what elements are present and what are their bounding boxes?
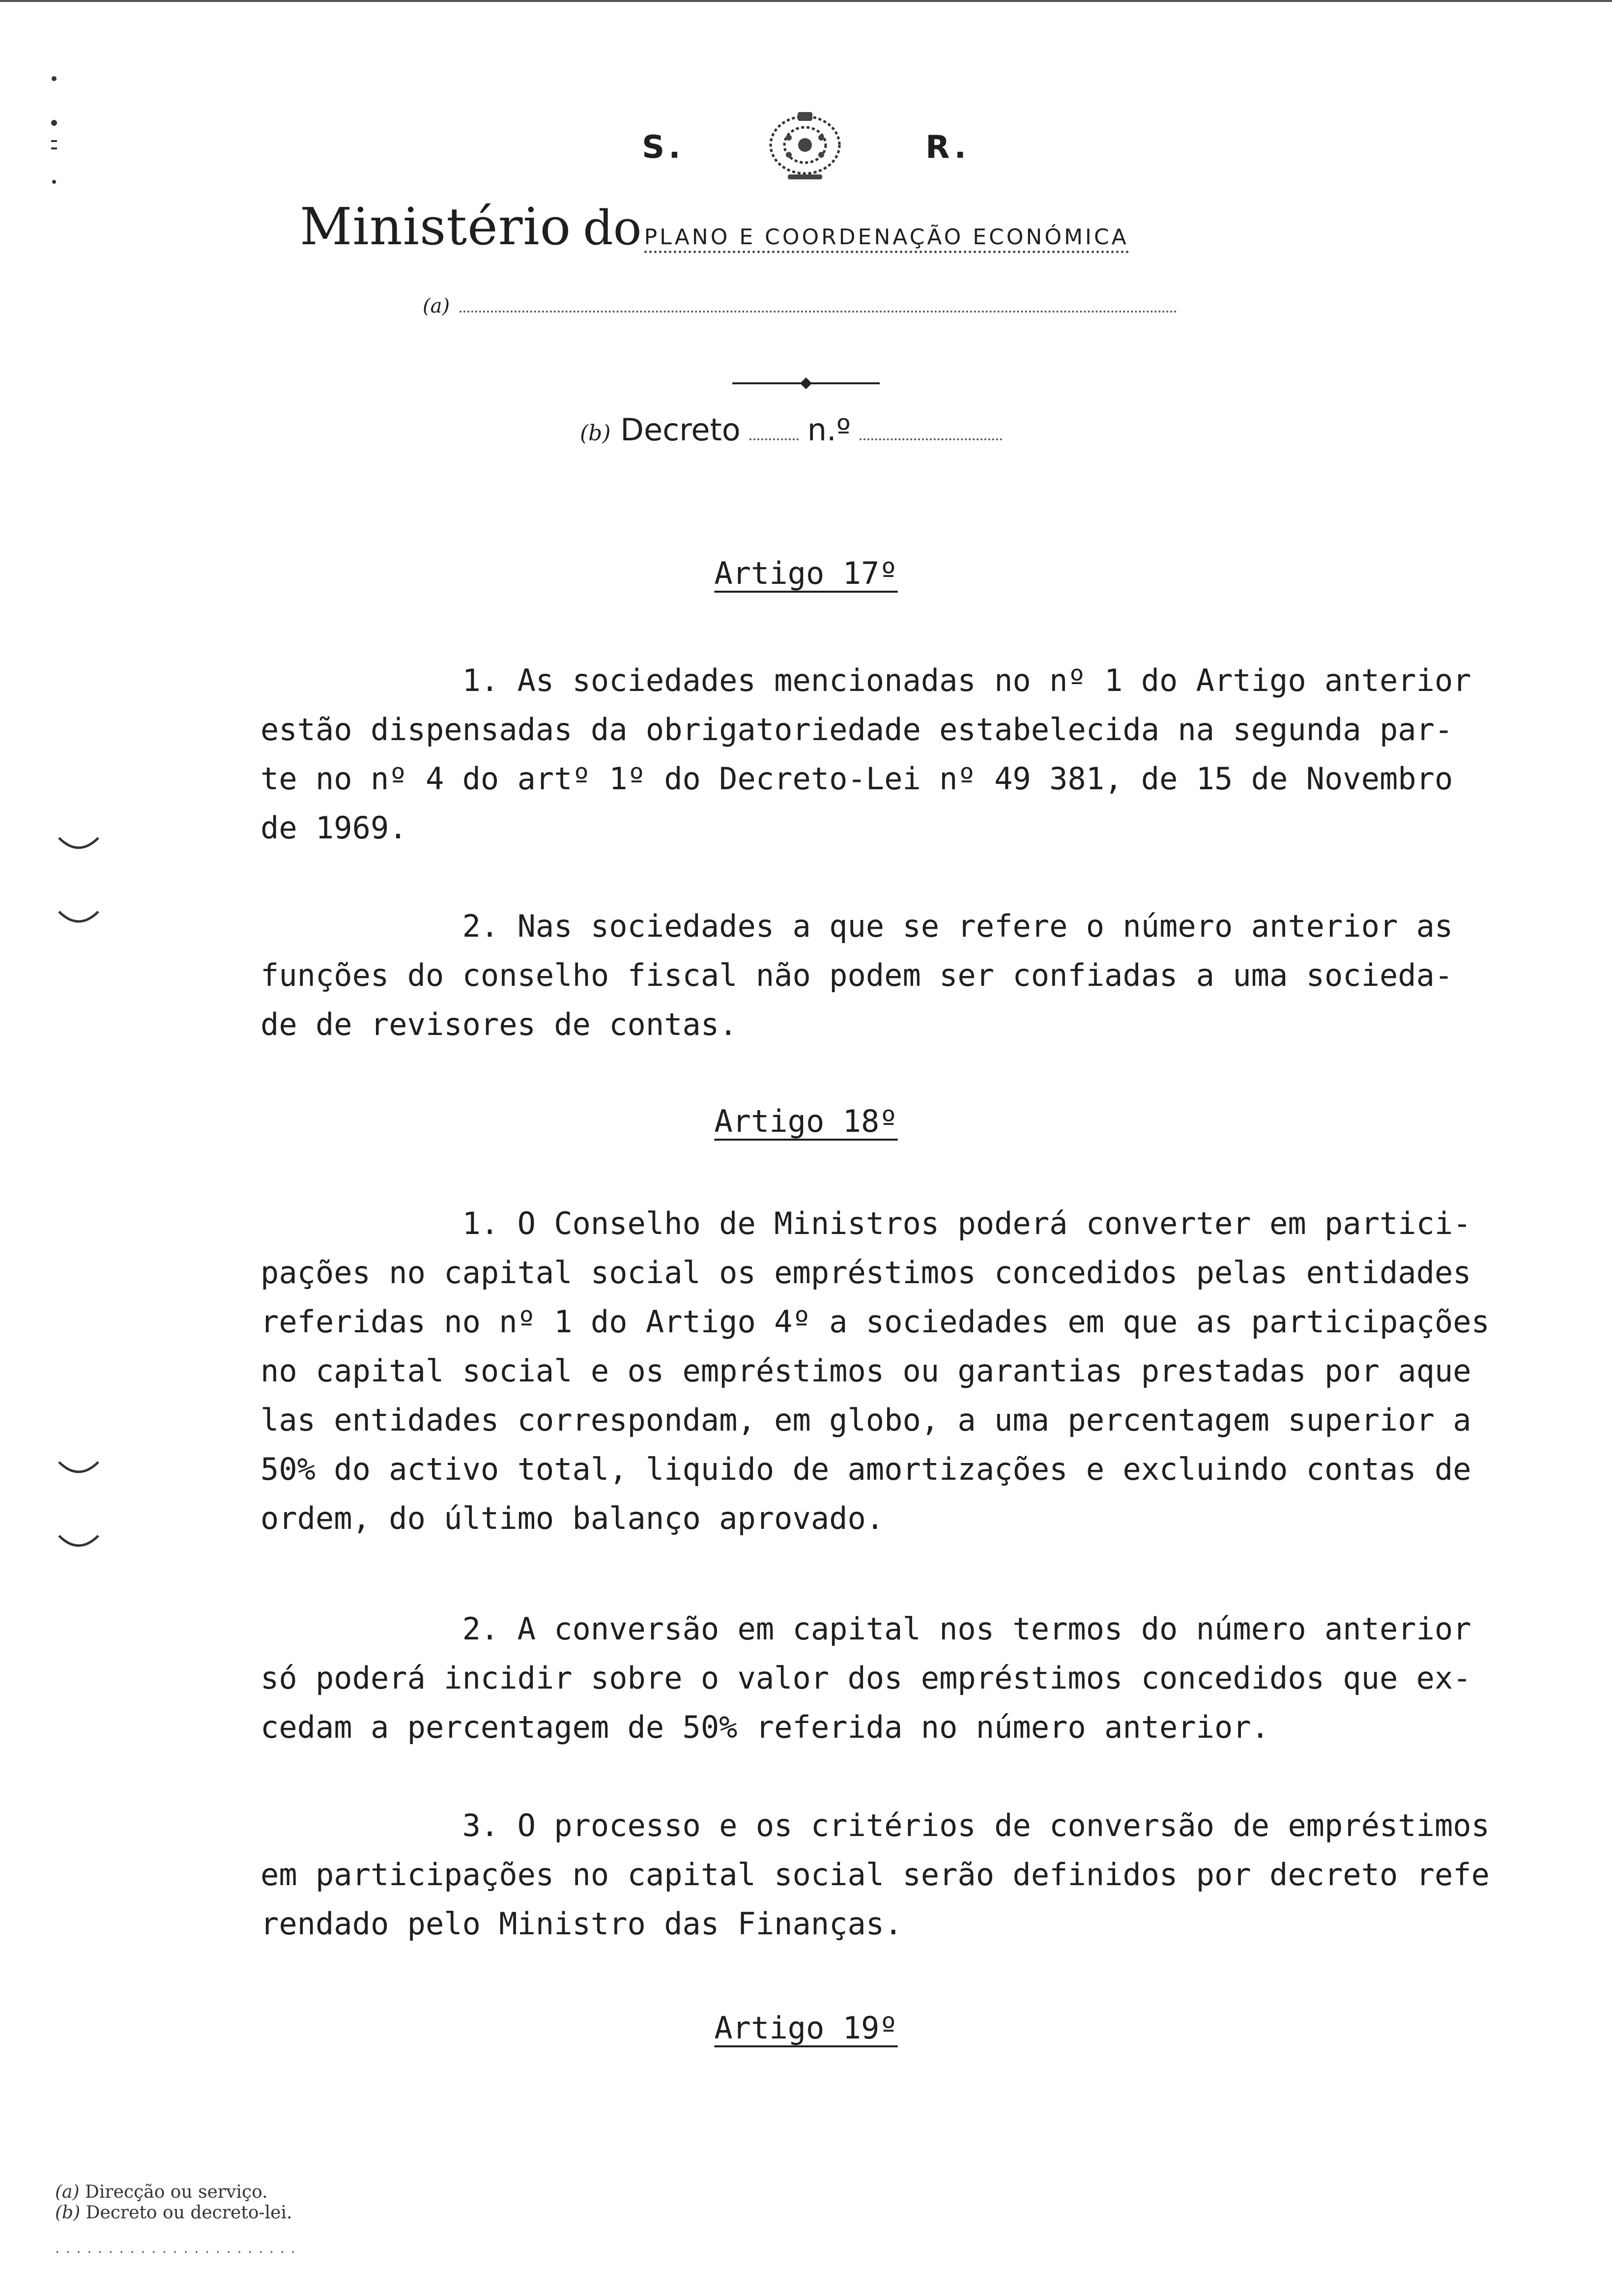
header-letter-r: R.: [925, 129, 970, 166]
article-18-paragraph-3: 3. O processo e os critérios de conversão de empréstimos em participações no capital social serão definidos por decreto refe rendado pelo Ministro das Finanças.: [260, 1808, 1490, 1942]
margin-binding-marks-icon: [44, 74, 64, 187]
printer-imprint: . . . . . . . . . . . . . . . . . . . . . . .: [55, 2240, 296, 2256]
margin-punch-hole-icon: [54, 1528, 103, 1558]
decreto-dotted-field: [749, 438, 799, 440]
state-header: [0, 108, 1612, 187]
decreto-label: Decreto: [620, 412, 741, 448]
decreto-mark: (b): [580, 421, 611, 446]
decreto-line: [580, 412, 1071, 448]
margin-punch-hole-icon: [54, 831, 103, 860]
service-dotted-field: [460, 311, 1177, 313]
footnote-a: (a) Direcção ou serviço.: [55, 2182, 268, 2202]
top-edge-rule: [0, 0, 1612, 2]
article-17-paragraph-1: 1. As sociedades mencionadas no nº 1 do Artigo anterior estão dispensadas da obrigatoriedade estabelecida na segunda par- te no nº 4 do artº 1º do Decreto-Lei nº 49 381, de 15 de Novembro de 1969.: [260, 662, 1471, 846]
margin-punch-hole-icon: [54, 904, 103, 934]
ministry-department: PLANO E COORDENAÇÃO ECONÓMICA: [644, 225, 1129, 253]
numero-label: n.º: [807, 412, 851, 448]
footnote-b: (b) Decreto ou decreto-lei.: [55, 2203, 292, 2223]
ministry-word: Ministério: [300, 197, 572, 257]
header-divider: [732, 373, 880, 393]
article-17-paragraph-2: 2. Nas sociedades a que se refere o número anterior as funções do conselho fiscal não podem ser confiadas a uma socieda- de de revisores de contas.: [260, 908, 1453, 1042]
service-mark: (a): [423, 295, 450, 317]
ministry-preposition: do: [583, 201, 642, 256]
article-18-paragraph-1: 1. O Conselho de Ministros poderá converter em partici- pações no capital social os empréstimos concedidos pelas entidades referidas no nº 1 do Artigo 4º a sociedades em que as participações no capital social e os empréstimos ou garantias prestadas por aque las entidades correspondam, em globo, a uma percentagem superior a 50% do activo total, liquido de amortizações e excluindo contas de ordem, do último balanço aprovado.: [260, 1205, 1490, 1536]
ministry-line: [300, 197, 1283, 257]
numero-dotted-field: [860, 438, 1002, 440]
header-letter-s: S.: [642, 129, 685, 166]
article-18-paragraph-2: 2. A conversão em capital nos termos do número anterior só poderá incidir sobre o valor dos empréstimos concedidos que ex- cedam a percentagem de 50% referida no número anterior.: [260, 1611, 1471, 1745]
coat-of-arms-icon: [758, 108, 852, 187]
article-18-heading: Artigo 18º: [714, 1103, 898, 1139]
service-line: [423, 295, 1189, 317]
article-19-heading: Artigo 19º: [714, 2010, 898, 2046]
margin-punch-hole-icon: [54, 1455, 103, 1484]
footnotes: [55, 2182, 296, 2259]
article-17-heading: Artigo 17º: [714, 555, 898, 591]
